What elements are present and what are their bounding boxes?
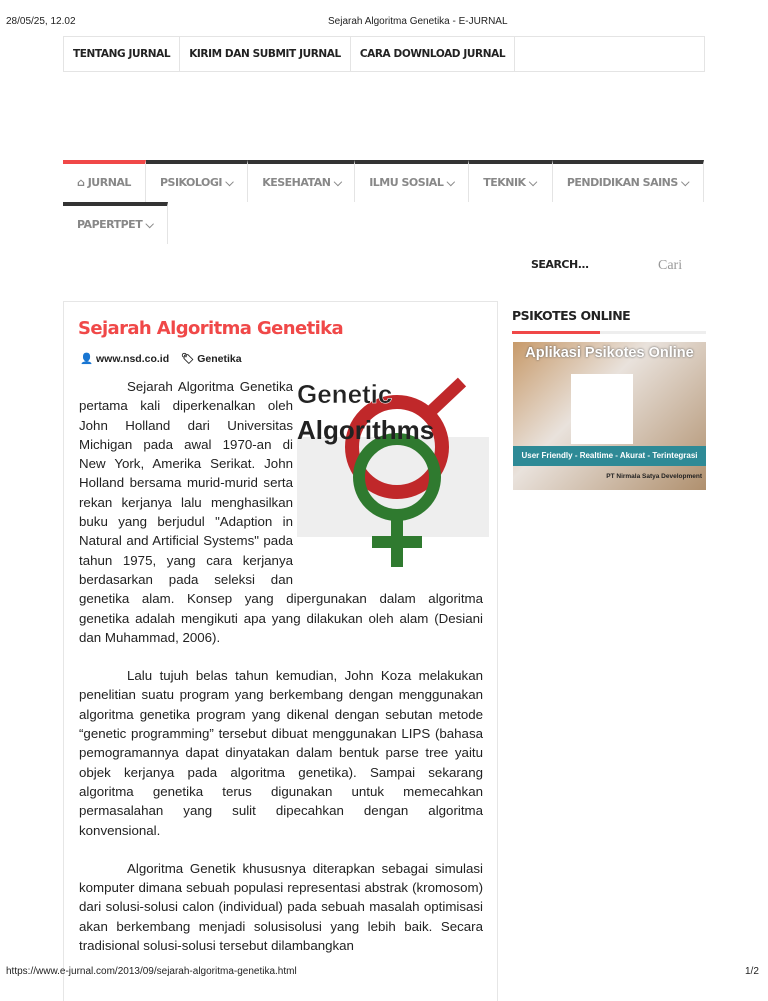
- home-icon: ⌂: [77, 176, 88, 189]
- nav-kesehatan[interactable]: KESEHATAN ⌵: [248, 160, 355, 202]
- article-paragraph: Sejarah Algoritma Genetika pertama kali diperkenalkan oleh John Holland dari Universitas Michigan pada awal 1970-an di New York, Amerika Serikat. John Holland bersama murid-murid serta rekan kerjanya lalu menghasilkan buku yang berjudul "Adaption in Natural and Artificial Systems" pada tahun 1975, yang cara kerjanya berdasarkan pada seleksi dan genetika alam. Konsep yang dipergunakan dalam algoritma genetika adalah mengikuti apa yang dilakukan oleh alam (Desiani dan Muhammad, 2006).: [79, 379, 483, 645]
- svg-text:Algorithms: Algorithms: [297, 415, 435, 445]
- psikotes-ad-banner[interactable]: [513, 342, 706, 490]
- chevron-down-icon: ⌵: [681, 176, 689, 189]
- nav-papertpet[interactable]: PAPERTPET ⌵: [63, 202, 168, 244]
- chevron-down-icon: ⌵: [446, 176, 455, 189]
- top-nav: [63, 36, 705, 72]
- article-category[interactable]: 🏷 Genetika: [181, 353, 242, 365]
- search-input[interactable]: SEARCH...: [531, 258, 589, 271]
- main-nav: [63, 160, 704, 244]
- chevron-down-icon: ⌵: [145, 218, 154, 231]
- svg-text:Genetic: Genetic: [297, 379, 393, 409]
- top-nav-kirim[interactable]: KIRIM DAN SUBMIT JURNAL: [180, 37, 351, 71]
- chevron-down-icon: ⌵: [333, 176, 342, 189]
- ad-company: PT Nirmala Satya Development: [606, 473, 702, 480]
- nav-pendidikan-sains[interactable]: PENDIDIKAN SAINS ⌵: [553, 160, 704, 202]
- genetic-algorithms-image: [297, 377, 489, 573]
- top-nav-tentang[interactable]: TENTANG JURNAL: [64, 37, 180, 71]
- sidebar-heading: PSIKOTES ONLINE: [512, 308, 631, 323]
- print-page-title: Sejarah Algoritma Genetika - E-JURNAL: [328, 16, 508, 27]
- article-paragraph: Lalu tujuh belas tahun kemudian, John Koza melakukan penelitian suatu program yang berkembang dengan menggunakan algoritma genetika program yang dikenal dengan sebutan metode “genetic programming” tersebut dibuat menggunakan LIPS (bahasa pemograma​nnya dapat dinyatakan dalam bentuk parse tree yaitu objek kerjanya pada algoritma genetika). Sampai sekarang algoritma genetika terus digunakan untuk memecahkan permasalahan yang sulit dipecahkan dengan algoritma konvensional.: [79, 668, 483, 838]
- nav-teknik[interactable]: TEKNIK ⌵: [469, 160, 553, 202]
- nav-psikologi[interactable]: PSIKOLOGI ⌵: [146, 160, 248, 202]
- top-nav-download[interactable]: CARA DOWNLOAD JURNAL: [351, 37, 515, 71]
- search-button[interactable]: Cari: [658, 258, 683, 273]
- nav-ilmu-sosial[interactable]: ILMU SOSIAL ⌵: [355, 160, 469, 202]
- article-author[interactable]: 👤 www.nsd.co.id: [80, 353, 170, 365]
- chevron-down-icon: ⌵: [225, 176, 234, 189]
- print-datetime: 28/05/25, 12.02: [6, 16, 76, 27]
- article-paragraph: Algoritma Genetik khususnya diterapkan sebagai simulasi komputer dimana sebuah populasi representasi abstrak (kromosom) dari solusi-solusi calon (individual) pada sebuah masalah optimisasi akan berkembang menjadi solusisolusi yang lebih baik. Secara tradisional solusi-solusi tersebut dilambangkan: [79, 860, 483, 954]
- print-page-number: 1/2: [745, 966, 759, 977]
- user-icon: 👤: [80, 353, 96, 365]
- sidebar-heading-underline: [512, 331, 706, 334]
- article-body: [79, 377, 483, 974]
- chevron-down-icon: ⌵: [528, 176, 537, 189]
- nav-jurnal[interactable]: ⌂ JURNAL: [63, 160, 146, 202]
- tag-icon: 🏷: [181, 353, 198, 365]
- ad-tagline: User Friendly - Realtime - Akurat - Terintegrasi: [513, 446, 706, 466]
- ad-title: Aplikasi Psikotes Online: [525, 345, 694, 361]
- article-title: Sejarah Algoritma Genetika: [78, 318, 344, 339]
- print-url: https://www.e-jurnal.com/2013/09/sejarah-algoritma-genetika.html: [6, 966, 297, 977]
